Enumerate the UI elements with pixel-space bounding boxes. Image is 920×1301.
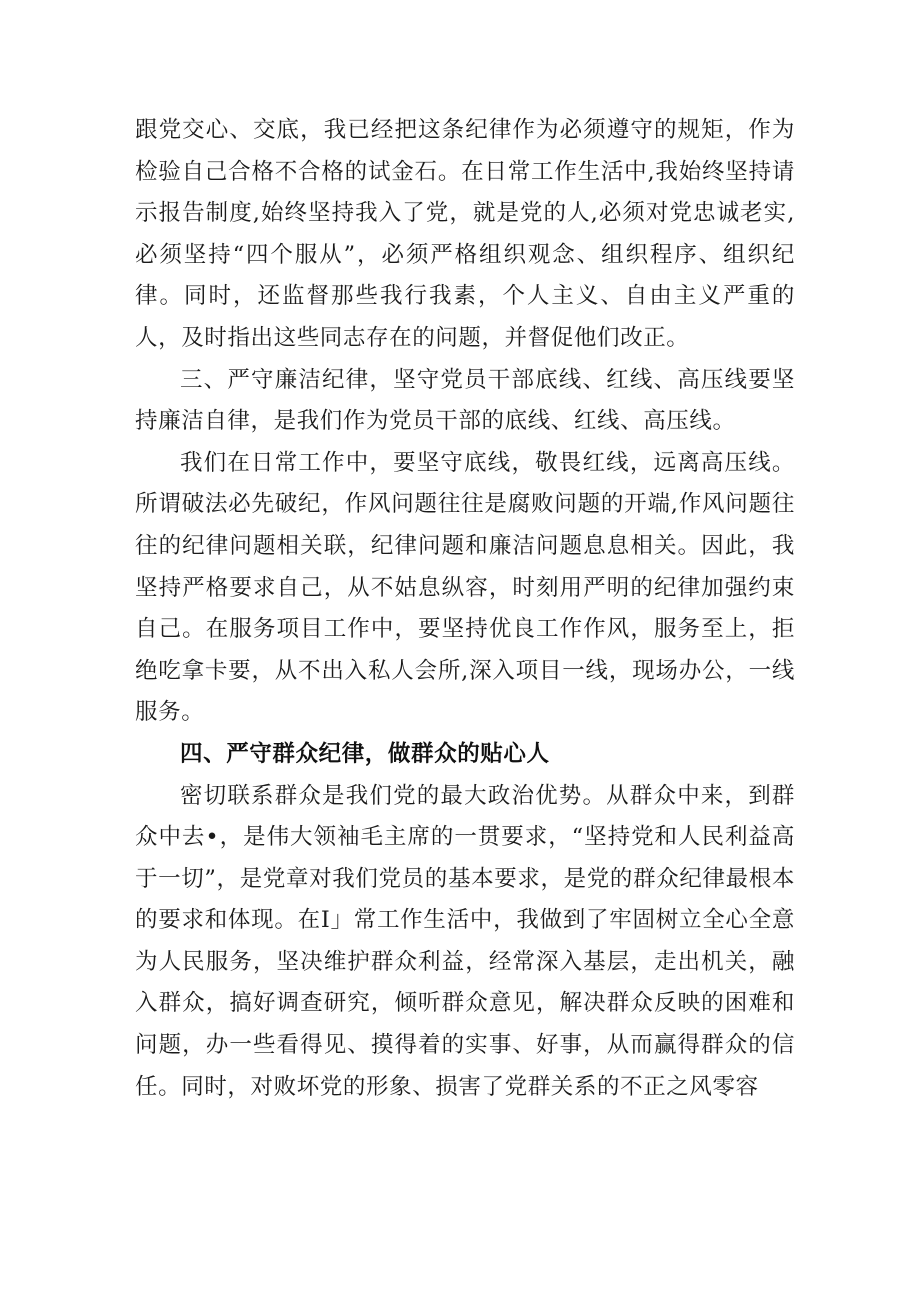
paragraph-mass-discipline: 密切联系群众是我们党的最大政治优势。从群众中来，到群众中去•，是伟大领袖毛主席的一贯要求，“坚持党和人民利益高于一切”，是党章对我们党员的基本要求，是党的群众纪律最根本的要求和体现。在I」常工作生活中，我做到了牢固树立全心全意为人民服务，坚决维护群众利益，经常深入基层，走出机关，融入群众，搞好调查研究，倾听群众意见，解决群众反映的困难和问题，办一些看得见、摸得着的实事、好事，从而赢得群众的信任。同时，对败坏党的形象、损害了党群关系的不正之风零容	[135, 782, 795, 1100]
paragraph-bottom-line: 我们在日常工作中，要坚守底线，敬畏红线，远离高压线。所谓破法必先破纪，作风问题往往是腐败问题的开端,作风问题往往的纪律问题相关联，纪律问题和廉洁问题息息相关。因此，我坚持严格要求自己，从不姑息纵容，时刻用严明的纪律加强约束自己。在服务项目工作中，要坚持优良工作作风，服务至上，拒绝吃拿卡要，从不出入私人会所,深入项目一线，现场办公，一线服务。	[135, 449, 795, 726]
paragraph-continuation: 跟党交心、交底，我已经把这条纪律作为必须遵守的规矩，作为检验自己合格不合格的试金石。在日常工作生活中,我始终坚持请示报告制度,始终坚持我入了党，就是党的人,必须对党忠诚老实,必须坚持“四个服从”，必须严格组织观念、组织程序、组织纪律。同时，还监督那些我行我素，个人主义、自由主义严重的人，及时指出这些同志存在的问题，并督促他们改正。	[135, 117, 795, 351]
paragraph-section-three: 三、严守廉洁纪律，坚守党员干部底线、红线、高压线要坚持廉洁自律，是我们作为党员干部的底线、红线、高压线。	[135, 366, 795, 435]
section-heading-four: 四、严守群众纪律，做群众的贴心人	[180, 740, 550, 767]
document-body	[135, 110, 795, 1108]
